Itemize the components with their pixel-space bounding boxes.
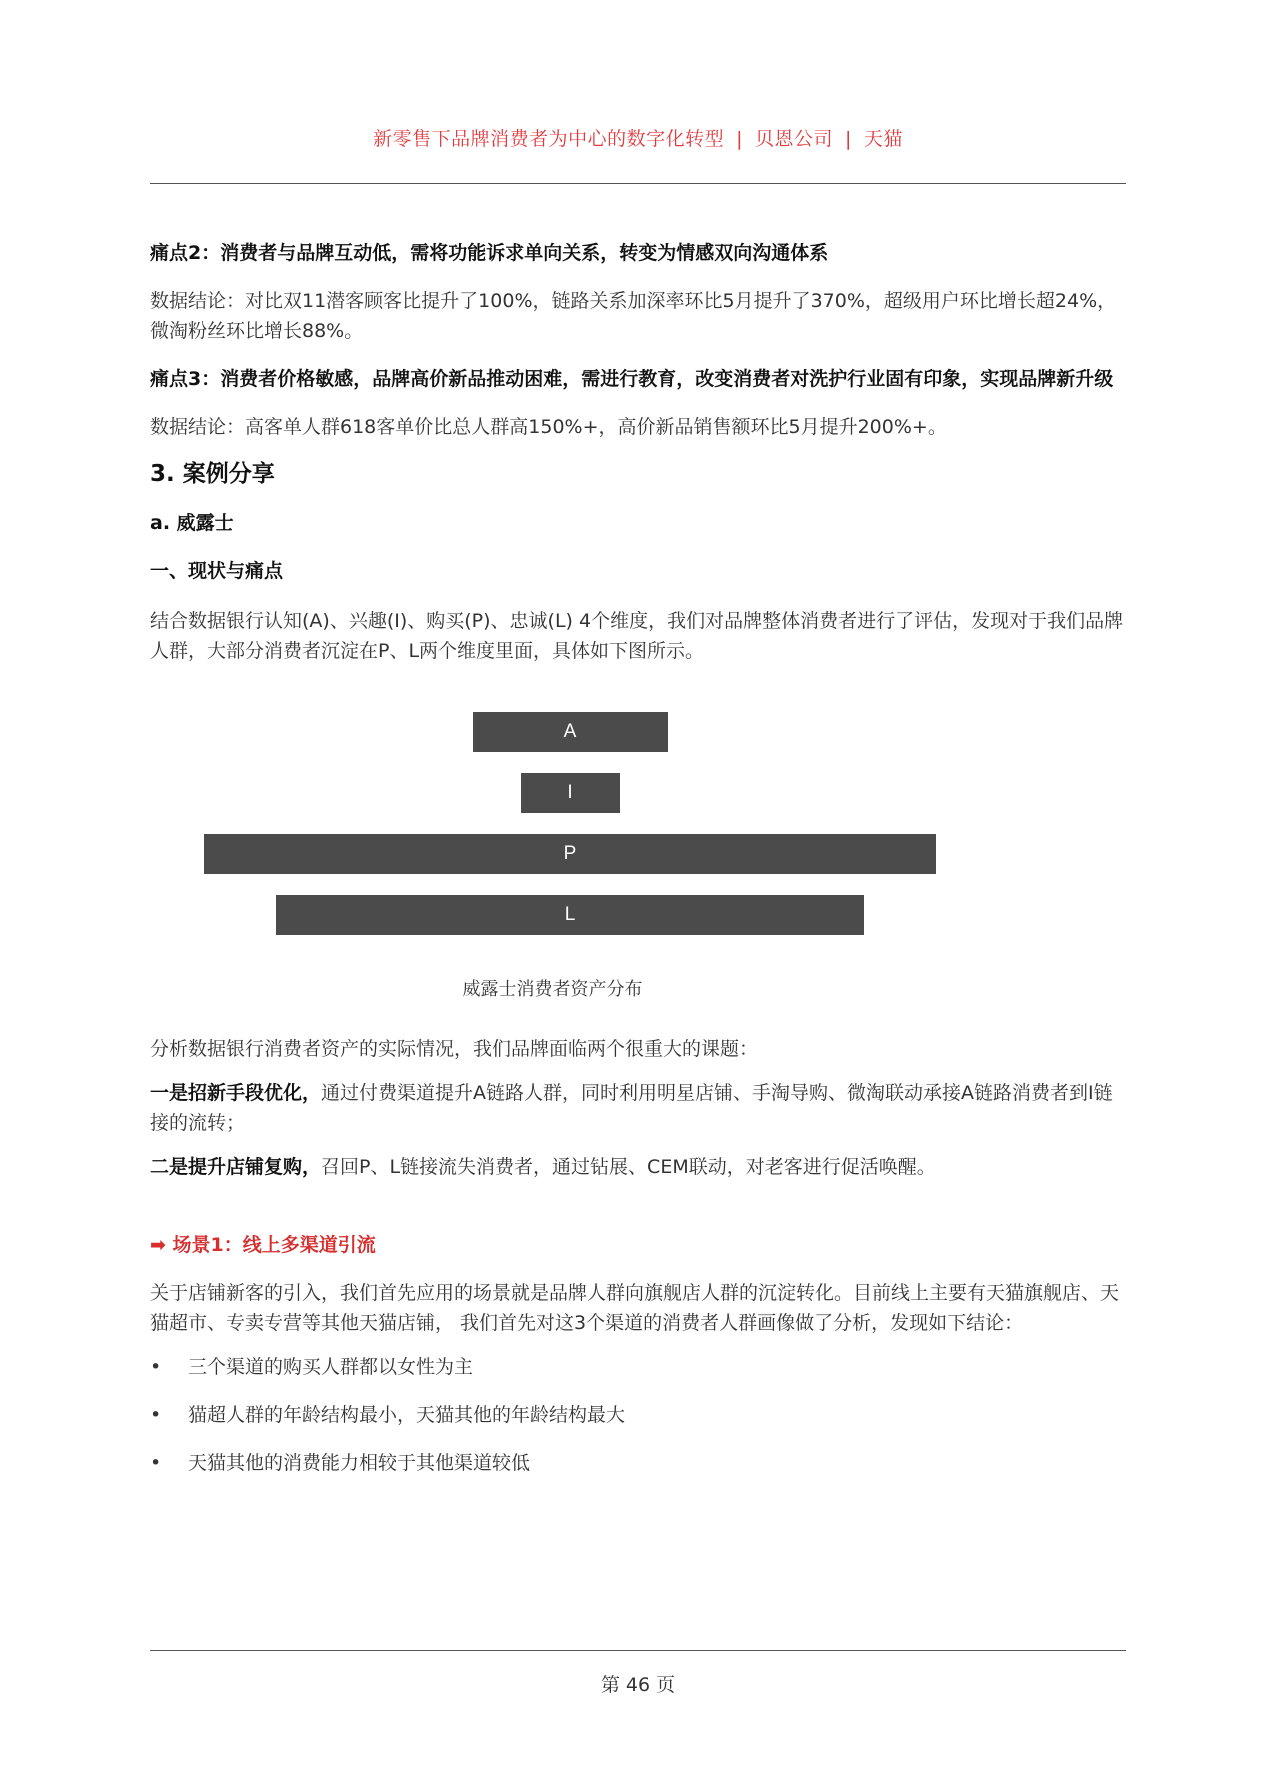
scene-1-title: 场景1：线上多渠道引流 [172, 1234, 376, 1256]
page-number: 第 46 页 [600, 1674, 676, 1696]
page-content [150, 238, 1126, 1496]
chart-bar-label: L [564, 904, 576, 925]
pain-point-3-conclusion: 数据结论：高客单人群618客单价比总人群高150%+，高价新品销售额环比5月提升200%+。 [150, 416, 947, 438]
bullet-item [150, 1400, 1126, 1430]
header-divider [150, 183, 1126, 184]
chart-bar-l [276, 895, 864, 935]
section-3-heading: 3. 案例分享 [150, 461, 275, 487]
analysis-item-1-bold: 一是招新手段优化， [150, 1082, 322, 1104]
chart-bar-a [473, 712, 668, 752]
consumer-asset-chart [150, 712, 1126, 1012]
bullet-item [150, 1352, 1126, 1382]
analysis-item-2 [150, 1152, 1126, 1182]
bullet-dot-icon: • [150, 1452, 162, 1474]
analysis-item-2-bold: 二是提升店铺复购， [150, 1156, 322, 1178]
chart-bar-label: P [563, 843, 577, 864]
pain-point-3-title: 痛点3：消费者价格敏感，品牌高价新品推动困难，需进行教育，改变消费者对洗护行业固有印象，实现品牌新升级 [150, 368, 1114, 390]
header-title: 新零售下品牌消费者为中心的数字化转型 [373, 128, 725, 150]
case-intro-paragraph: 结合数据银行认知(A)、兴趣(I)、购买(P)、忠诚(L) 4个维度，我们对品牌整体消费者进行了评估，发现对于我们品牌人群，大部分消费者沉淀在P、L两个维度里面，具体如下图所示。 [150, 610, 1124, 662]
arrow-right-icon: ➡ [150, 1234, 166, 1256]
chart-bar-label: A [563, 721, 577, 742]
analysis-item-1 [150, 1078, 1126, 1138]
pain-point-2-title: 痛点2：消费者与品牌互动低，需将功能诉求单向关系，转变为情感双向沟通体系 [150, 242, 829, 264]
chart-bar-label: I [567, 782, 573, 803]
chart-caption: 威露士消费者资产分布 [462, 979, 643, 1000]
bullet-item [150, 1448, 1126, 1478]
bullet-dot-icon: • [150, 1356, 162, 1378]
chart-bar-i [521, 773, 620, 813]
bullet-text: 天猫其他的消费能力相较于其他渠道较低 [188, 1452, 531, 1474]
pain-point-2-conclusion: 数据结论：对比双11潜客顾客比提升了100%，链路关系加深率环比5月提升了370%，超级用户环比增长超24%，微淘粉丝环比增长88%。 [150, 290, 1117, 342]
header-separator: | [736, 128, 743, 150]
header-partner: 天猫 [863, 128, 903, 150]
analysis-lead: 分析数据银行消费者资产的实际情况，我们品牌面临两个很重大的课题： [150, 1038, 759, 1060]
scene-1-bullet-list [150, 1352, 1126, 1478]
analysis-item-2-text: 召回P、L链接流失消费者，通过钻展、CEM联动，对老客进行促活唤醒。 [321, 1156, 936, 1178]
bullet-text: 三个渠道的购买人群都以女性为主 [188, 1356, 474, 1378]
header-company: 贝恩公司 [754, 128, 833, 150]
bullet-dot-icon: • [150, 1404, 162, 1426]
scene-1-paragraph: 关于店铺新客的引入，我们首先应用的场景就是品牌人群向旗舰店人群的沉淀转化。目前线上主要有天猫旗舰店、天猫超市、专卖专营等其他天猫店铺， 我们首先对这3个渠道的消费者人群画像做了分析，发现如下结论： [150, 1282, 1120, 1334]
analysis-item-1-text: 通过付费渠道提升A链路人群，同时利用明星店铺、手淘导购、微淘联动承接A链路消费者到I链接的流转； [150, 1082, 1113, 1134]
scene-1-heading [150, 1230, 1126, 1260]
case-a-heading: a. 威露士 [150, 512, 234, 534]
footer-divider [150, 1650, 1126, 1651]
status-pain-heading: 一、现状与痛点 [150, 560, 284, 582]
page-header [150, 124, 1126, 151]
chart-bar-p [204, 834, 936, 874]
header-separator-2: | [845, 128, 852, 150]
bullet-text: 猫超人群的年龄结构最小，天猫其他的年龄结构最大 [188, 1404, 626, 1426]
